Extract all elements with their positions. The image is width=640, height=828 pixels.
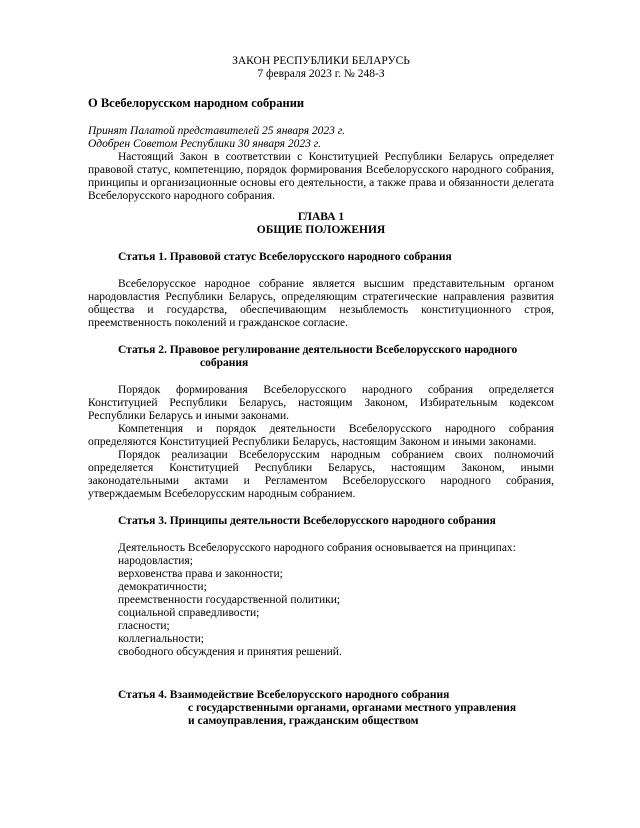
law-type-line: ЗАКОН РЕСПУБЛИКИ БЕЛАРУСЬ <box>232 55 410 67</box>
article-2-paragraph-2: Компетенция и порядок деятельности Всебелорусского народного собрания определяются Конституцией Республики Беларусь, настоящим Законом и иными законами. <box>88 423 554 448</box>
article-4-heading <box>88 689 554 728</box>
article-3-heading: Статья 3. Принципы деятельности Всебелорусского народного собрания <box>118 515 496 527</box>
article-2-heading-line-2: собрания <box>200 357 249 369</box>
principle-item: демократичности; <box>118 581 207 593</box>
document-header <box>88 55 554 81</box>
preamble-paragraph: Настоящий Закон в соответствии с Конституцией Республики Беларусь определяет правовой статус, компетенцию, порядок формирования Всебелорусского народного собрания, принципы и организационные основы его деятельности, а также права и обязанности делегата Всебелорусского народного собрания. <box>88 151 554 202</box>
chapter-heading <box>88 211 554 237</box>
adopted-line: Принят Палатой представителей 25 января 2023 г. <box>88 125 345 137</box>
adoption-block <box>88 125 554 151</box>
article-3-intro: Деятельность Всебелорусского народного собрания основывается на принципах: <box>118 542 516 554</box>
article-1-heading: Статья 1. Правовой статус Всебелорусского народного собрания <box>118 251 452 263</box>
article-2-heading <box>88 344 554 370</box>
chapter-title: ОБЩИЕ ПОЛОЖЕНИЯ <box>256 224 386 236</box>
principles-list <box>88 555 554 659</box>
article-4-heading-line-1: Статья 4. Взаимодействие Всебелорусского народного собрания <box>118 689 450 701</box>
principle-item: народовластия; <box>118 555 193 567</box>
article-2-paragraph-1: Порядок формирования Всебелорусского народного собрания определяется Конституцией Республики Беларусь, настоящим Законом, Избирательным кодексом Республики Беларусь и иными законами. <box>88 384 554 422</box>
law-date-number-line: 7 февраля 2023 г. № 248-З <box>257 68 385 80</box>
principle-item: коллегиальности; <box>118 633 204 645</box>
chapter-number: ГЛАВА 1 <box>297 211 345 223</box>
article-1-paragraph-1: Всебелорусское народное собрание является высшим представительным органом народовластия Республики Беларусь, определяющим стратегические направления развития общества и государства, обеспечивающим незыблемость конституционного строя, преемственность поколений и гражданское согласие. <box>88 278 554 329</box>
principle-item: гласности; <box>118 620 170 632</box>
article-4-heading-line-2: с государственными органами, органами местного управления <box>188 702 517 714</box>
principle-item: преемственности государственной политики; <box>118 594 341 606</box>
approved-line: Одобрен Советом Республики 30 января 2023 г. <box>88 138 321 150</box>
principle-item: верховенства права и законности; <box>118 568 283 580</box>
article-2-paragraph-3: Порядок реализации Всебелорусским народным собранием своих полномочий определяется Конституцией Республики Беларусь, настоящим Законом, иными законодательными актами и Регламентом Всебелорусского народного собрания, утверждаемым Всебелорусским народным собранием. <box>88 449 554 500</box>
document-title: О Всебелорусском народном собрании <box>88 96 305 110</box>
principle-item: свободного обсуждения и принятия решений. <box>118 646 342 658</box>
article-4-heading-line-3: и самоуправления, гражданским обществом <box>188 715 419 727</box>
principle-item: социальной справедливости; <box>118 607 260 619</box>
article-2-heading-line-1: Статья 2. Правовое регулирование деятельности Всебелорусского народного <box>118 344 518 356</box>
